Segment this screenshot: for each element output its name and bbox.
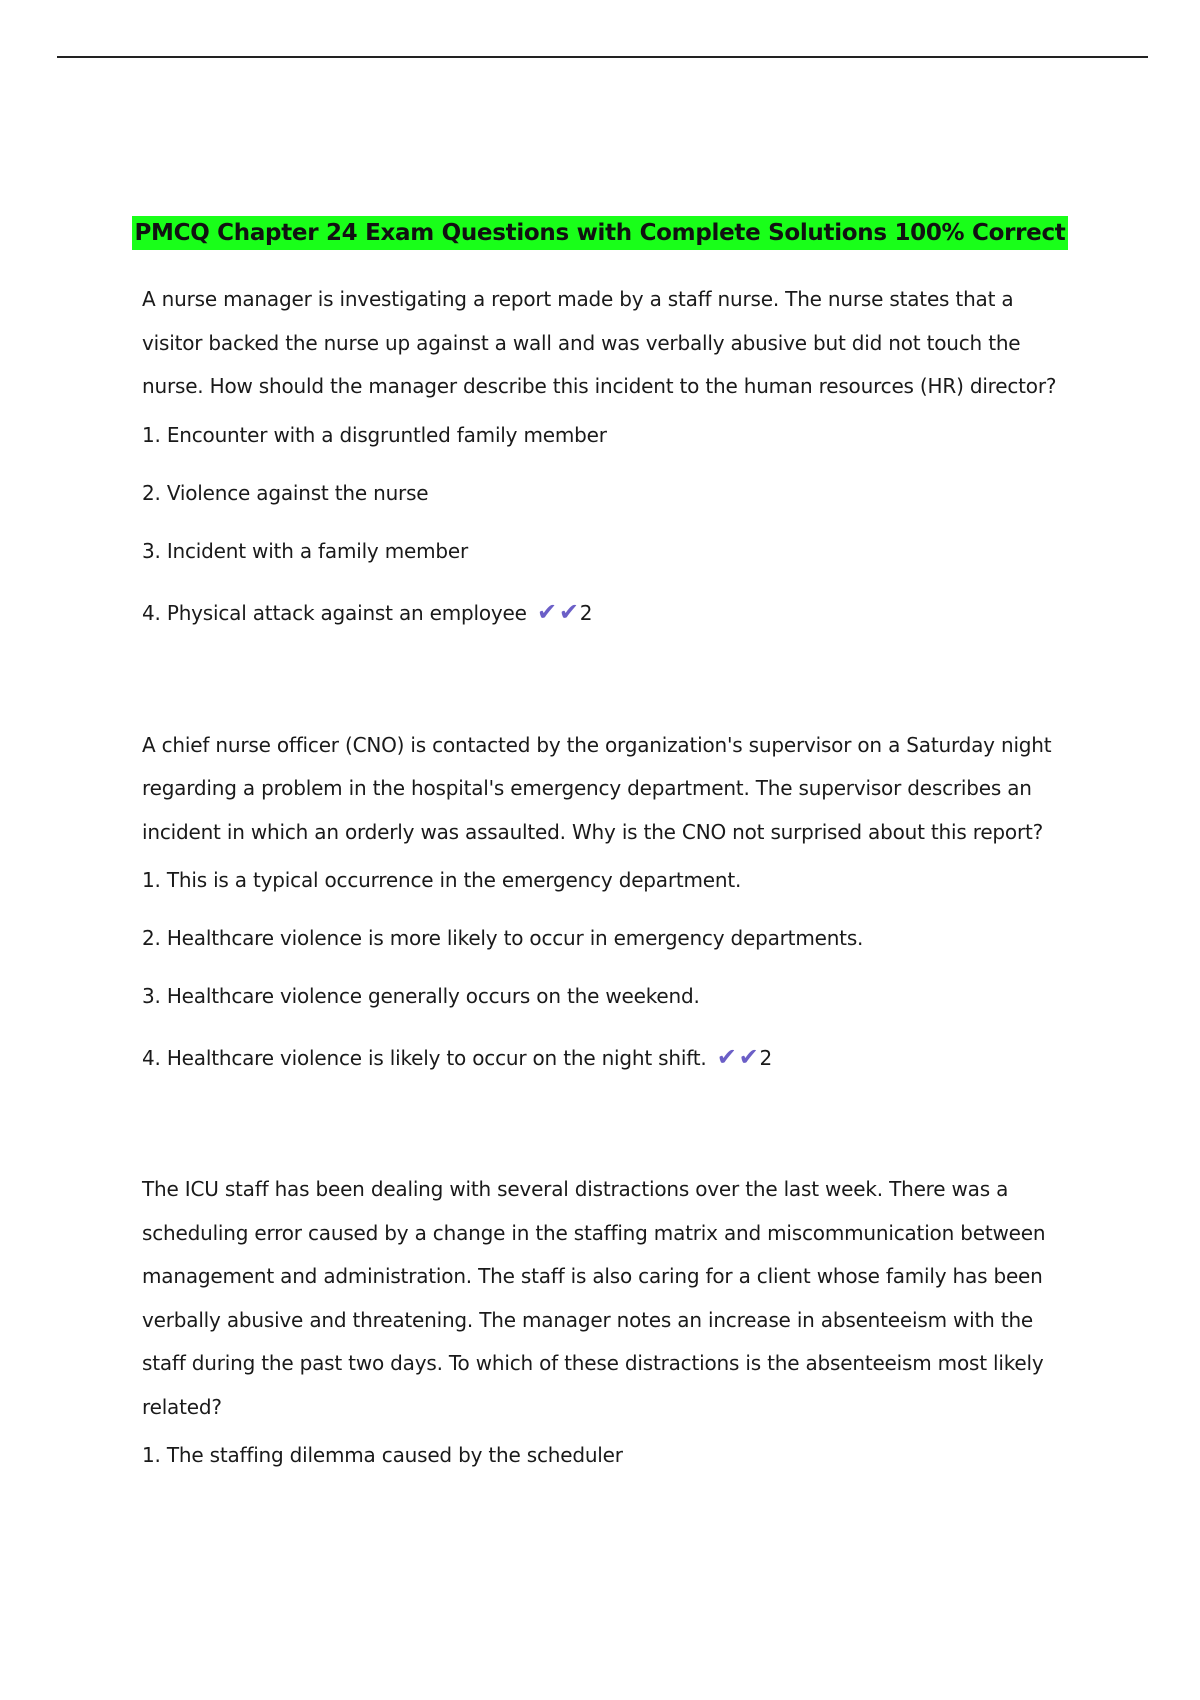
option: 3. Incident with a family member [142, 538, 469, 563]
question-3 [142, 1168, 1062, 1469]
checkmark-icon: ✔ [536, 597, 557, 626]
option: 2. Healthcare violence is more likely to occur in emergency departments. [142, 926, 864, 950]
question-stem: The ICU staff has been dealing with several distractions over the last week. There was a scheduling error caused by a change in the staffing matrix and miscommunication between management and administration. The staff is also caring for a client whose family has been verbally abusive and threatening. The manager notes an increase in absenteeism with the staff during the past two days. To which of these distractions is the absenteeism most likely related? [142, 1177, 1046, 1419]
checkmark-icon: ✔ [738, 1043, 759, 1071]
checkmark-icon: ✔ [716, 1043, 737, 1071]
question-2 [142, 724, 1062, 1073]
question-stem: A chief nurse officer (CNO) is contacted by the organization's supervisor on a Saturday night regarding a problem in the hospital's emergency department. The supervisor describes an incident in which an orderly was assaulted. Why is the CNO not surprised about this report? [142, 732, 1052, 844]
option: 3. Healthcare violence generally occurs on the weekend. [142, 984, 700, 1008]
checkmark-icon: ✔ [558, 597, 579, 626]
document-body [142, 278, 1062, 1469]
question-stem: A nurse manager is investigating a report made by a staff nurse. The nurse states that a visitor backed the nurse up against a wall and was verbally abusive but did not touch the nurse. How should the manager describe this incident to the human resources (HR) director? [142, 287, 1057, 398]
title-container [0, 216, 1200, 250]
question-1 [142, 278, 1062, 627]
option-with-answer [142, 599, 1062, 627]
option-text: 4. Healthcare violence is likely to occur on the night shift. [142, 1046, 707, 1070]
option-text: 4. Physical attack against an employee [142, 600, 527, 625]
answer-value: 2 [759, 1046, 773, 1070]
option: 1. Encounter with a disgruntled family member [142, 422, 607, 447]
option: 1. The staffing dilemma caused by the scheduler [142, 1443, 623, 1467]
header-rule [57, 56, 1148, 58]
answer-value: 2 [579, 600, 593, 625]
option: 1. This is a typical occurrence in the emergency department. [142, 868, 742, 892]
option: 2. Violence against the nurse [142, 480, 429, 505]
option-with-answer [142, 1044, 1062, 1072]
document-title: PMCQ Chapter 24 Exam Questions with Complete Solutions 100% Correct [132, 216, 1067, 250]
